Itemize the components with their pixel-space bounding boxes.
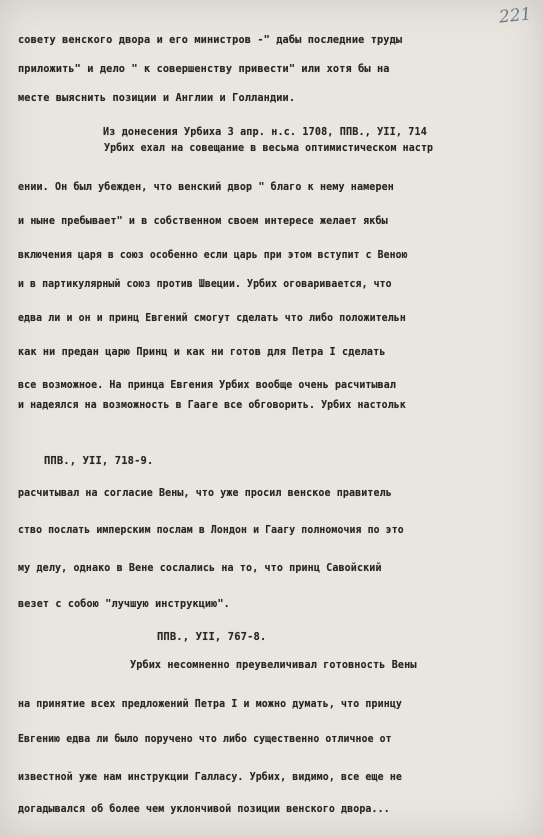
text-line: на принятие всех предложений Петра I и можно думать, что принцу (18, 697, 403, 710)
text-line: расчитывал на согласие Вены, что уже просил венское правитель (18, 486, 392, 499)
text-line: ство послать имперским послам в Лондон и Гаагу полномочия по это (18, 523, 404, 536)
text-line: все возможное. На принца Евгения Урбих вообще очень расчитывал (18, 378, 396, 391)
text-line: и в партикулярный союз против Швеции. Урбих оговаривается, что (18, 277, 392, 290)
text-line: как ни предан царю Принц и как ни готов для Петра I сделать (18, 345, 386, 358)
text-line: везет с собою "лучшую инструкцию". (18, 597, 230, 610)
text-line: известной уже нам инструкции Галласу. Урбих, видимо, все еще не (18, 770, 403, 783)
text-line: и ныне пребывает" и в собственном своем интересе желает якбы (18, 214, 388, 227)
text-line: месте выяснить позиции и Англии и Голландии. (18, 91, 296, 104)
text-line: включения царя в союз особенно если царь при этом вступит с Веною (18, 248, 408, 261)
text-line: приложить" и дело " к совершенству привести" или хотя бы на (18, 62, 390, 75)
text-line: Евгению едва ли было поручено что либо существенно отличное от (18, 732, 392, 745)
text-line: совету венского двора и его министров -" дабы последние труды (18, 33, 403, 46)
citation-line: ППВ., УII, 718-9. (44, 454, 154, 467)
citation-line: Из донесения Урбиха 3 апр. н.с. 1708, ППВ., УII, 714 (103, 125, 428, 138)
text-line: Урбих несомненно преувеличивал готовность Вены (130, 658, 417, 671)
text-line: Урбих ехал на совещание в весьма оптимистическом настр (104, 141, 434, 154)
text-line: едва ли и он и принц Евгений смогут сделать что либо положительн (18, 311, 406, 324)
citation-line: ППВ., УII, 767-8. (157, 630, 267, 643)
text-line: му делу, однако в Вене сослались на то, что принц Савойский (18, 561, 382, 574)
page-number: 221 (497, 4, 532, 28)
text-line: ении. Он был убежден, что венский двор " благо к нему намерен (18, 180, 394, 193)
text-line: догадывался об более чем уклончивой позиции венского двора... (18, 802, 390, 815)
text-line: и надеялся на возможность в Гааге все обговорить. Урбих настольк (18, 398, 406, 411)
